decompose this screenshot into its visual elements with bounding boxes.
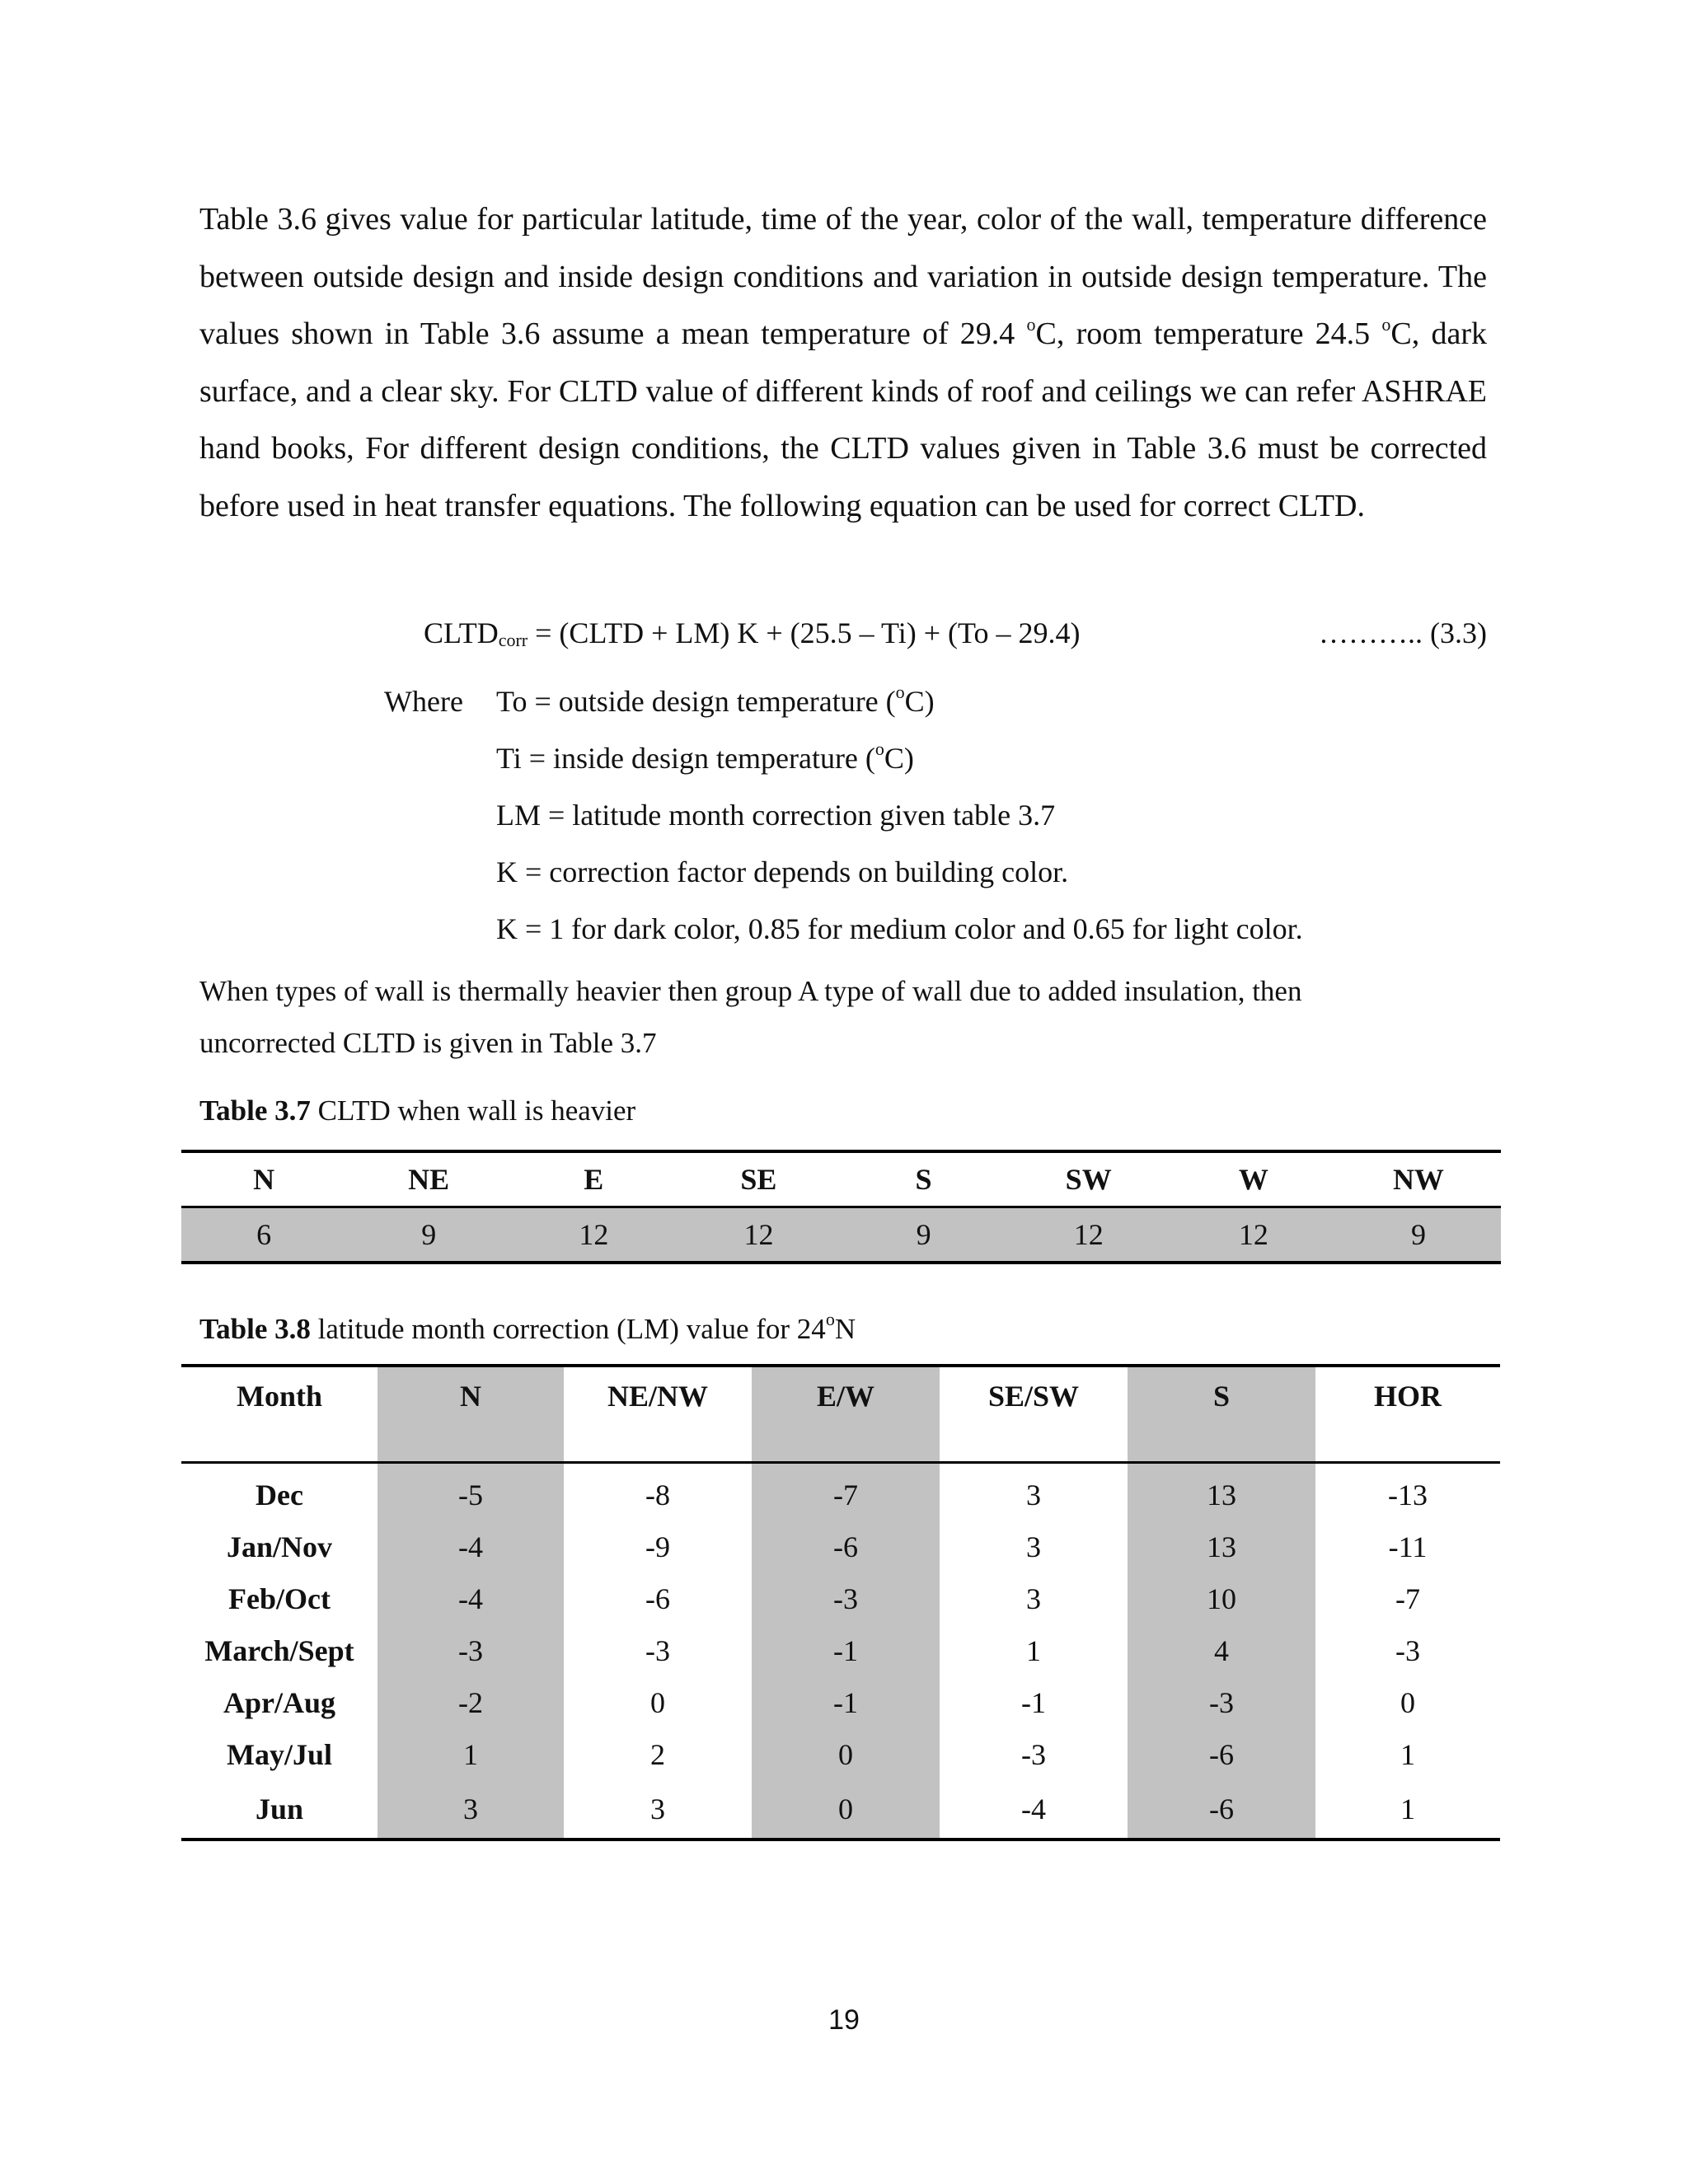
table-cell: 2 [650, 1737, 665, 1771]
table-3-8-header-cell: S [1128, 1366, 1315, 1463]
table-3-8-header-cell: NE/NW [564, 1366, 752, 1463]
table-cell: -3 [645, 1633, 670, 1667]
definition-to: To = outside design temperature ($^o$C) [496, 682, 935, 718]
intro-paragraph: Table 3.6 gives value for particular latitude, time of the year, color of the wall, temperature difference between outside design and inside design conditions and variation in outside design temperature. The values shown in Table 3.6 assume a mean temperature of 29.4 $^o$C, room temperature 24.5 $^o$C, dark surface, and a clear sky. For CLTD value of different kinds of roof and ceilings we can refer ASHRAE hand books, For different design conditions, the CLTD values given in Table 3.6 must be corrected before used in heat transfer equations. The following equation can be used for correct CLTD. [199, 202, 1487, 523]
definitions-list [496, 681, 1303, 965]
table-row [181, 1624, 1500, 1676]
table-3-7-value-cell: 12 [1006, 1207, 1171, 1263]
note-line-2: uncorrected CLTD is given in Table 3.7 [199, 1027, 657, 1059]
table-cell: -6 [645, 1582, 670, 1615]
month-label: Jan/Nov [226, 1530, 333, 1563]
table-3-7-header-cell: SW [1006, 1151, 1171, 1207]
table-row [181, 1463, 1500, 1521]
table-cell: 1 [377, 1728, 564, 1780]
table-cell: 3 [564, 1780, 752, 1840]
table-cell: -5 [377, 1463, 564, 1521]
table-cell: -8 [645, 1478, 670, 1511]
month-label: Apr/Aug [223, 1685, 336, 1719]
table-cell: -3 [1021, 1737, 1046, 1771]
month-label: March/Sept [204, 1633, 354, 1667]
month-label: May/Jul [226, 1737, 332, 1771]
table-3-7-value-cell: 12 [676, 1207, 841, 1263]
table-3-8-header-cell: HOR [1315, 1366, 1500, 1463]
table-cell: 1 [1400, 1737, 1415, 1771]
table-cell: 3 [377, 1780, 564, 1840]
table-3-8-header-cell: SE/SW [940, 1366, 1128, 1463]
table-cell: 0 [1400, 1685, 1415, 1719]
where-label: Where [384, 685, 463, 718]
equation-number: ……….. (3.3) [1319, 616, 1487, 649]
table-3-7-header-cell: N [181, 1151, 346, 1207]
table-3-7-value-cell: 12 [511, 1207, 676, 1263]
table-cell: -1 [752, 1624, 940, 1676]
table-3-8 [181, 1364, 1500, 1841]
table-cell: -3 [752, 1572, 940, 1624]
table-cell: -7 [1395, 1582, 1420, 1615]
table-cell: -6 [1128, 1728, 1315, 1780]
table-3-8-header [181, 1366, 1500, 1463]
table-row [181, 1676, 1500, 1728]
table-cell: 13 [1128, 1521, 1315, 1572]
table-cell: -3 [1128, 1676, 1315, 1728]
month-label: Feb/Oct [228, 1582, 331, 1615]
equation-3-3 [424, 608, 1487, 658]
note-text [199, 971, 1518, 1064]
table-3-7-header-cell: NW [1336, 1151, 1501, 1207]
table-cell: -4 [377, 1572, 564, 1624]
table-3-7-value-cell: 6 [181, 1207, 346, 1263]
table-3-7-caption: Table 3.7 CLTD when wall is heavier [199, 1094, 636, 1127]
table-cell: -4 [940, 1780, 1128, 1840]
table-cell: 3 [1026, 1478, 1041, 1511]
note-line-1: When types of wall is thermally heavier then group A type of wall due to added insulation, then [199, 975, 1302, 1007]
page-number: 19 [828, 2004, 860, 2036]
table-cell: -3 [377, 1624, 564, 1676]
table-row [181, 1728, 1500, 1780]
table-3-7-header-cell: W [1171, 1151, 1336, 1207]
table-3-8-body [181, 1463, 1500, 1840]
table-row [181, 1780, 1500, 1840]
definition-lm: LM = latitude month correction given table 3.7 [496, 799, 1056, 832]
table-3-7-header-cell: S [842, 1151, 1006, 1207]
definition-ti: Ti = inside design temperature ($^o$C) [496, 738, 914, 775]
table-cell: -9 [645, 1530, 670, 1563]
table-cell: -13 [1388, 1478, 1428, 1511]
table-3-8-header-cell: N [377, 1366, 564, 1463]
table-3-7-value-cell: 9 [346, 1207, 511, 1263]
table-cell: 1 [1026, 1633, 1041, 1667]
table-cell: -1 [752, 1676, 940, 1728]
table-row [181, 1572, 1500, 1624]
table-cell: 3 [1026, 1530, 1041, 1563]
table-cell: -4 [377, 1521, 564, 1572]
table-cell: -6 [752, 1521, 940, 1572]
table-row [181, 1521, 1500, 1572]
table-cell: -1 [1021, 1685, 1046, 1719]
definition-k: K = correction factor depends on building color. [496, 855, 1069, 888]
table-3-7-value-cell: 9 [1336, 1207, 1501, 1263]
table-3-8-header-cell: Month [181, 1366, 377, 1463]
month-label: Dec [256, 1478, 303, 1511]
table-3-7-values [181, 1207, 1501, 1263]
table-cell: 0 [752, 1780, 940, 1840]
table-3-7-header-cell: NE [346, 1151, 511, 1207]
table-cell: -6 [1128, 1780, 1315, 1840]
month-label: Jun [181, 1780, 377, 1840]
table-3-7 [181, 1150, 1501, 1264]
table-cell: 0 [752, 1728, 940, 1780]
definition-k-values: K = 1 for dark color, 0.85 for medium color and 0.65 for light color. [496, 912, 1303, 945]
table-3-7-value-cell: 9 [842, 1207, 1006, 1263]
equation-lhs: CLTD [424, 616, 499, 649]
table-cell: 13 [1128, 1463, 1315, 1521]
table-3-8-header-cell: E/W [752, 1366, 940, 1463]
table-3-7-header [181, 1151, 1501, 1207]
table-cell: 3 [1026, 1582, 1041, 1615]
table-cell: -11 [1388, 1530, 1428, 1563]
table-cell: -3 [1395, 1633, 1420, 1667]
table-cell: -7 [752, 1463, 940, 1521]
table-3-7-header-cell: SE [676, 1151, 841, 1207]
table-cell: 10 [1128, 1572, 1315, 1624]
equation-subscript: corr [498, 630, 528, 650]
table-cell: 1 [1315, 1780, 1500, 1840]
table-3-7-header-cell: E [511, 1151, 676, 1207]
table-3-7-value-cell: 12 [1171, 1207, 1336, 1263]
table-3-8-caption: Table 3.8 latitude month correction (LM) value for 24$^o$N [199, 1309, 856, 1345]
table-cell: -2 [377, 1676, 564, 1728]
table-cell: 4 [1128, 1624, 1315, 1676]
equation-rhs: = (CLTD + LM) K + (25.5 – Ti) + (To – 29.4) [528, 616, 1081, 649]
table-cell: 0 [650, 1685, 665, 1719]
